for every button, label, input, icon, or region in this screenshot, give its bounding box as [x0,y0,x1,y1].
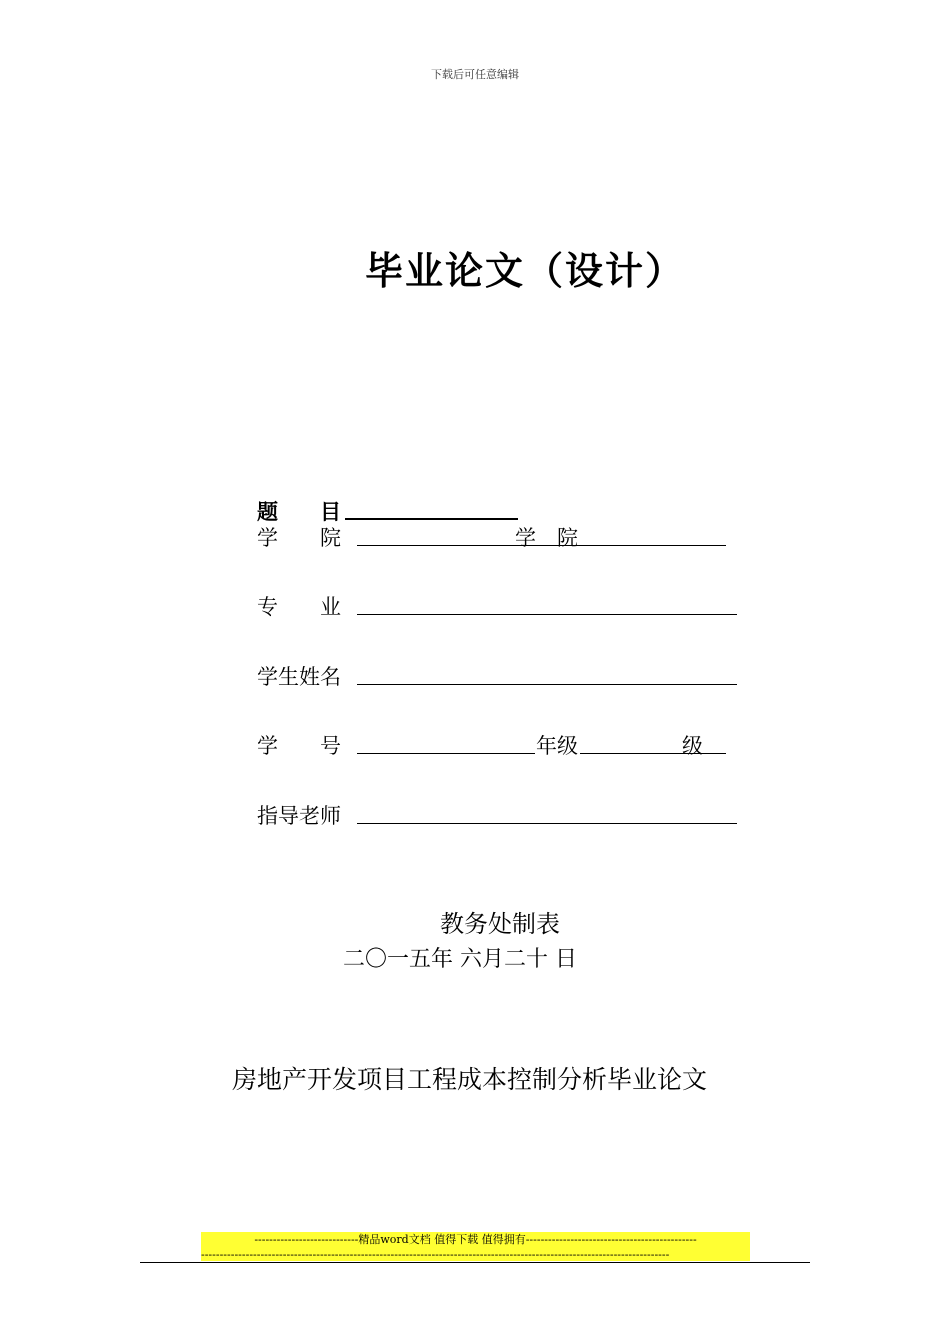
college-value: 学 院 [515,526,578,550]
student-id-underline [357,753,535,754]
footer-banner-line2: ------------------------------------------------------------------------------------------------------------------------------ [201,1247,750,1261]
college-label: 学 院 [257,526,341,550]
student-name-label: 学生姓名 [257,665,341,689]
grade-label: 年级 [536,734,578,758]
issuer-text: 教务处制表 [440,910,560,938]
topic-label: 题 目 [257,499,341,524]
advisor-label: 指导老师 [257,804,341,828]
header-note: 下载后可任意编辑 [431,68,519,81]
major-label: 专 业 [257,595,341,619]
date-text: 二〇一五年 六月二十 日 [343,947,577,972]
grade-underline [580,753,726,754]
footer-rule [140,1262,810,1263]
main-title: 毕业论文（设计） [365,249,686,293]
thesis-title: 房地产开发项目工程成本控制分析毕业论文 [232,1065,708,1094]
footer-banner-line1: ----------------------------精品word文档 值得下载 值得拥有---------------------------------------------- [201,1232,750,1248]
student-name-underline [357,684,737,685]
major-underline [357,614,737,615]
topic-underline [345,518,518,520]
grade-value: 级 [682,734,703,758]
student-id-label: 学 号 [257,734,341,758]
advisor-underline [357,823,737,824]
